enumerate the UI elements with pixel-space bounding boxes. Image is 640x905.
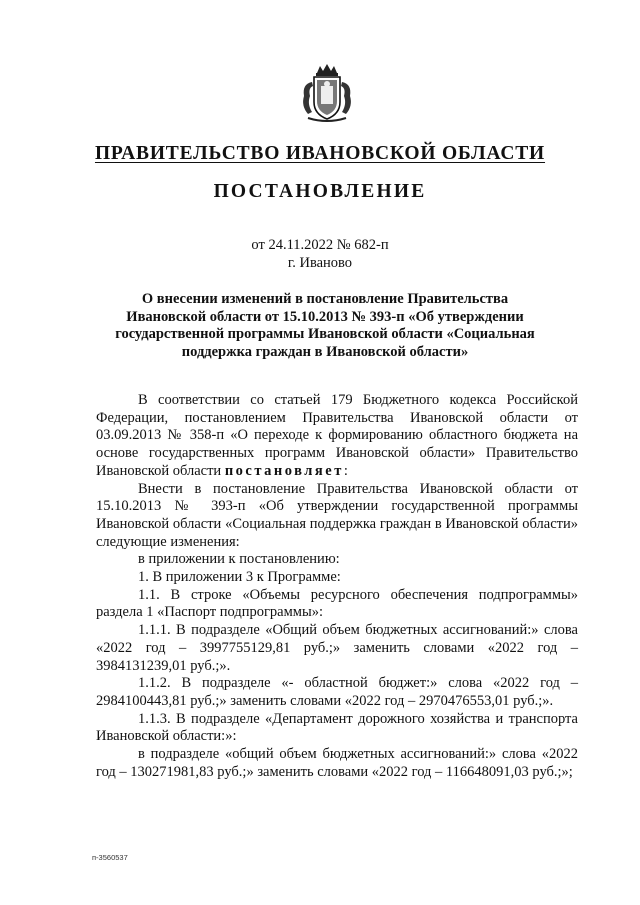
document-heading — [110, 291, 540, 361]
heading-line: Ивановской области от 15.10.2013 № 393-п «Об утверждении — [126, 308, 524, 325]
paragraph: 1.1. В строке «Объемы ресурсного обеспечения подпрограммы» раздела 1 «Паспорт подпрограммы»: — [96, 586, 578, 621]
document-type: ПОСТАНОВЛЕНИЕ — [213, 181, 427, 202]
document-id: п-3560537 — [92, 853, 128, 862]
paragraph: 1.1.1. В подразделе «Общий объем бюджетных ассигнований:» слова «2022 год – 3997755129,81 руб.;» заменить словами «2022 год – 3984131239,01 руб.;». — [96, 622, 578, 674]
heading-line: государственной программы Ивановской области «Социальная — [115, 326, 535, 342]
preamble-colon: : — [343, 462, 348, 479]
document-meta — [0, 236, 640, 272]
heading-line: О внесении изменений в постановление Правительства — [141, 291, 509, 307]
paragraph: 1.1.2. В подразделе «- областной бюджет:» слова «2022 год – 2984100443,81 руб.;» заменить словами «2022 год – 2970476553,01 руб.;». — [96, 675, 578, 709]
paragraph-preamble — [96, 392, 578, 481]
paragraph: 1. В приложении 3 к Программе: — [138, 569, 341, 586]
heading-line: поддержка граждан в Ивановской области» — [181, 343, 469, 360]
coat-of-arms-icon — [296, 62, 358, 124]
paragraph: в подразделе «общий объем бюджетных ассигнований:» слова «2022 год – 130271981,83 руб.;» заменить словами «2022 год – 116648091,03 руб.;»; — [96, 746, 578, 780]
document-body — [96, 392, 578, 781]
city: г. Иваново — [287, 255, 353, 271]
paragraph: 1.1.3. В подразделе «Департамент дорожного хозяйства и транспорта Ивановской области:»: — [96, 710, 578, 745]
paragraph: в приложении к постановлению: — [138, 551, 340, 568]
date-number: от 24.11.2022 № 682-п — [251, 237, 389, 253]
resolves-word: постановляет — [224, 462, 344, 479]
paragraph: Внести в постановление Правительства Ивановской области от 15.10.2013 № 393-п «Об утверждении государственной программы Ивановской области «Социальная поддержка граждан в Ивановской области» следующие изменения: — [96, 480, 578, 550]
government-title: ПРАВИТЕЛЬСТВО ИВАНОВСКОЙ ОБЛАСТИ — [94, 143, 546, 164]
preamble-text: В соответствии со статьей 179 Бюджетного кодекса Российской Федерации, постановлением Правительства Ивановской области от 03.09.2013 № 358-п «О переходе к формированию областного бюджета на основе государственных программ Ивановской области» Правительство Ивановской области — [96, 392, 578, 479]
